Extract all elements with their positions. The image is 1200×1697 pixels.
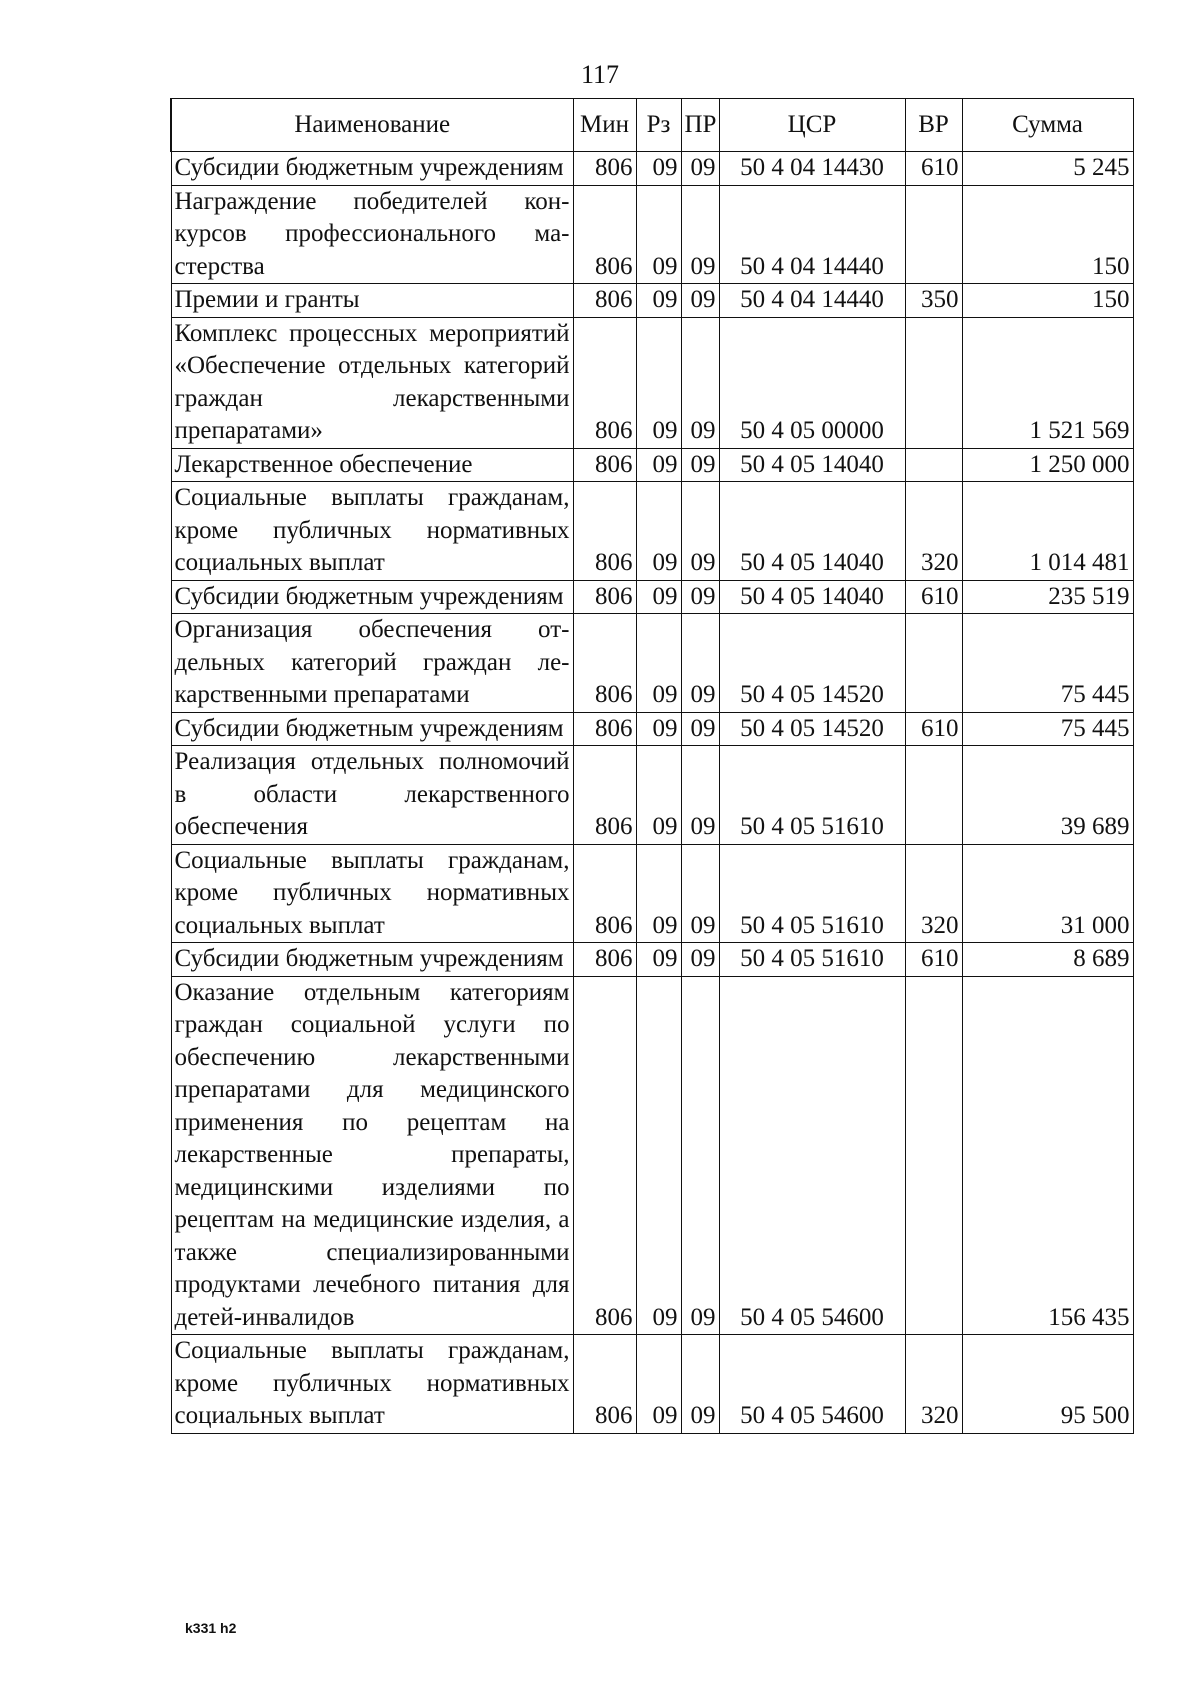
- cell-min: 806: [573, 614, 636, 713]
- cell-min: 806: [573, 943, 636, 977]
- cell-min: 806: [573, 976, 636, 1335]
- table-row: [171, 746, 1133, 845]
- cell-csr: 50 4 05 51610: [719, 746, 905, 845]
- table-row: [171, 614, 1133, 713]
- table-row: [171, 712, 1133, 746]
- cell-pr: 09: [681, 976, 719, 1335]
- table-row: [171, 185, 1133, 284]
- cell-pr: 09: [681, 943, 719, 977]
- cell-rz: 09: [636, 976, 681, 1335]
- cell-vr: 610: [905, 152, 962, 186]
- cell-vr: 350: [905, 284, 962, 318]
- page-number: 117: [580, 60, 620, 89]
- cell-name: Организация обеспечения отдельных категорий граждан лекарственными препаратами: [171, 614, 573, 713]
- cell-vr: [905, 448, 962, 482]
- cell-vr: 610: [905, 580, 962, 614]
- cell-vr: [905, 317, 962, 448]
- budget-table: [170, 98, 1134, 1434]
- cell-sum: 156 435: [962, 976, 1133, 1335]
- cell-vr: 320: [905, 482, 962, 581]
- cell-csr: 50 4 05 54600: [719, 976, 905, 1335]
- cell-name: Социальные выплаты гражданам, кроме публичных нормативных социальных выплат: [171, 1335, 573, 1434]
- cell-sum: 31 000: [962, 844, 1133, 943]
- cell-sum: 235 519: [962, 580, 1133, 614]
- cell-csr: 50 4 05 14520: [719, 614, 905, 713]
- cell-csr: 50 4 05 14040: [719, 482, 905, 581]
- cell-sum: 150: [962, 284, 1133, 318]
- cell-name: Субсидии бюджетным учреждениям: [171, 580, 573, 614]
- cell-sum: 75 445: [962, 712, 1133, 746]
- cell-pr: 09: [681, 746, 719, 845]
- header-sum: Сумма: [962, 99, 1133, 152]
- cell-csr: 50 4 05 00000: [719, 317, 905, 448]
- cell-csr: 50 4 04 14440: [719, 284, 905, 318]
- header-name: Наименование: [171, 99, 573, 152]
- table-row: [171, 482, 1133, 581]
- cell-name: Премии и гранты: [171, 284, 573, 318]
- cell-min: 806: [573, 1335, 636, 1434]
- cell-vr: 320: [905, 844, 962, 943]
- cell-min: 806: [573, 152, 636, 186]
- cell-vr: [905, 746, 962, 845]
- cell-name: Социальные выплаты гражданам, кроме публичных нормативных социальных выплат: [171, 482, 573, 581]
- cell-vr: [905, 614, 962, 713]
- cell-pr: 09: [681, 448, 719, 482]
- table-row: [171, 943, 1133, 977]
- header-min: Мин: [573, 99, 636, 152]
- table-row: [171, 284, 1133, 318]
- cell-rz: 09: [636, 1335, 681, 1434]
- cell-csr: 50 4 04 14430: [719, 152, 905, 186]
- cell-name: Награждение победителей конкурсов профессионального мастерства: [171, 185, 573, 284]
- cell-sum: 5 245: [962, 152, 1133, 186]
- cell-pr: 09: [681, 844, 719, 943]
- table-row: [171, 152, 1133, 186]
- table-body: [171, 152, 1133, 1434]
- table-header-row: [171, 99, 1133, 152]
- cell-pr: 09: [681, 317, 719, 448]
- cell-min: 806: [573, 580, 636, 614]
- cell-vr: 610: [905, 712, 962, 746]
- cell-pr: 09: [681, 712, 719, 746]
- cell-min: 806: [573, 746, 636, 845]
- cell-name: Субсидии бюджетным учреждениям: [171, 943, 573, 977]
- cell-sum: 8 689: [962, 943, 1133, 977]
- cell-csr: 50 4 05 51610: [719, 943, 905, 977]
- cell-csr: 50 4 05 14040: [719, 580, 905, 614]
- header-vr: ВР: [905, 99, 962, 152]
- cell-vr: 320: [905, 1335, 962, 1434]
- cell-min: 806: [573, 844, 636, 943]
- cell-pr: 09: [681, 152, 719, 186]
- cell-pr: 09: [681, 482, 719, 581]
- cell-sum: 95 500: [962, 1335, 1133, 1434]
- cell-rz: 09: [636, 448, 681, 482]
- table-row: [171, 1335, 1133, 1434]
- cell-name: Субсидии бюджетным учреждениям: [171, 152, 573, 186]
- header-rz: Рз: [636, 99, 681, 152]
- table-row: [171, 448, 1133, 482]
- cell-name: Социальные выплаты гражданам, кроме публичных нормативных социальных выплат: [171, 844, 573, 943]
- cell-pr: 09: [681, 284, 719, 318]
- header-pr: ПР: [681, 99, 719, 152]
- cell-min: 806: [573, 284, 636, 318]
- cell-rz: 09: [636, 943, 681, 977]
- cell-min: 806: [573, 185, 636, 284]
- cell-name: Реализация отдельных полномочий в области лекарственного обеспечения: [171, 746, 573, 845]
- cell-csr: 50 4 05 54600: [719, 1335, 905, 1434]
- cell-rz: 09: [636, 185, 681, 284]
- table-row: [171, 844, 1133, 943]
- cell-csr: 50 4 05 14520: [719, 712, 905, 746]
- cell-sum: 1 014 481: [962, 482, 1133, 581]
- cell-rz: 09: [636, 152, 681, 186]
- header-csr: ЦСР: [719, 99, 905, 152]
- footer-code: k331 h2: [185, 1620, 237, 1636]
- cell-csr: 50 4 04 14440: [719, 185, 905, 284]
- cell-pr: 09: [681, 614, 719, 713]
- cell-pr: 09: [681, 185, 719, 284]
- cell-sum: 75 445: [962, 614, 1133, 713]
- cell-rz: 09: [636, 482, 681, 581]
- cell-pr: 09: [681, 1335, 719, 1434]
- cell-rz: 09: [636, 317, 681, 448]
- cell-min: 806: [573, 482, 636, 581]
- cell-min: 806: [573, 712, 636, 746]
- table-row: [171, 317, 1133, 448]
- cell-sum: 39 689: [962, 746, 1133, 845]
- table-row: [171, 976, 1133, 1335]
- cell-rz: 09: [636, 614, 681, 713]
- cell-name: Субсидии бюджетным учреждениям: [171, 712, 573, 746]
- cell-sum: 1 250 000: [962, 448, 1133, 482]
- cell-pr: 09: [681, 580, 719, 614]
- cell-csr: 50 4 05 14040: [719, 448, 905, 482]
- cell-vr: [905, 976, 962, 1335]
- cell-name: Оказание отдельным категориям граждан социальной услуги по обеспечению лекарственными препаратами для медицинского применения по рецептам на лекарственные препараты, медицинскими изделиями по рецептам на медицинские изделия, а также специализированными продуктами лечебного питания для детей-инвалидов: [171, 976, 573, 1335]
- cell-rz: 09: [636, 844, 681, 943]
- cell-sum: 1 521 569: [962, 317, 1133, 448]
- cell-min: 806: [573, 317, 636, 448]
- cell-vr: [905, 185, 962, 284]
- cell-rz: 09: [636, 284, 681, 318]
- cell-rz: 09: [636, 712, 681, 746]
- cell-vr: 610: [905, 943, 962, 977]
- cell-csr: 50 4 05 51610: [719, 844, 905, 943]
- cell-min: 806: [573, 448, 636, 482]
- cell-sum: 150: [962, 185, 1133, 284]
- cell-name: Комплекс процессных мероприятий «Обеспечение отдельных категорий граждан лекарственными препаратами»: [171, 317, 573, 448]
- cell-name: Лекарственное обеспечение: [171, 448, 573, 482]
- table-row: [171, 580, 1133, 614]
- cell-rz: 09: [636, 580, 681, 614]
- cell-rz: 09: [636, 746, 681, 845]
